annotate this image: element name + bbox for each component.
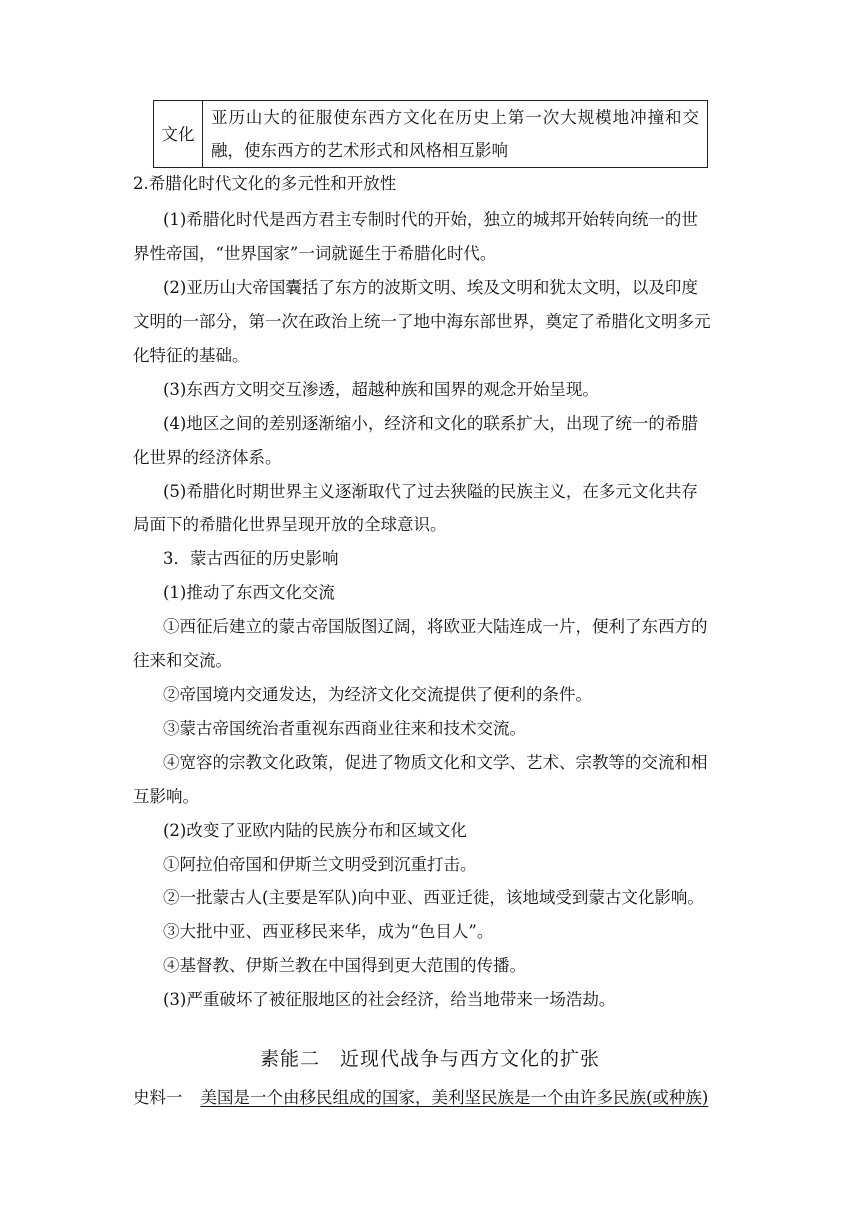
paragraph-line: ②帝国境内交通发达，为经济文化交流提供了便利的条件。 — [163, 685, 592, 704]
table-row — [154, 101, 708, 168]
source-label: 史料一 — [133, 1088, 183, 1107]
paragraph-line: 文明的一部分，第一次在政治上统一了地中海东部世界，奠定了希腊化文明多元 — [133, 312, 711, 331]
paragraph-line: 界性帝国，“世界国家”一词就诞生于希腊化时代。 — [133, 244, 497, 263]
paragraph-line: (2)改变了亚欧内陆的民族分布和区域文化 — [163, 821, 467, 840]
paragraph-line: (4)地区之间的差别逐渐缩小，经济和文化的联系扩大，出现了统一的希腊 — [163, 414, 698, 433]
table-label-cell: 文化 — [154, 101, 203, 168]
paragraph-line: (1)希腊化时代是西方君主专制时代的开始，独立的城邦开始转向统一的世 — [163, 210, 698, 229]
paragraph-line: ④基督教、伊斯兰教在中国得到更大范围的传播。 — [163, 956, 526, 975]
source-text: 美国是一个由移民组成的国家，美利坚民族是一个由许多民族(或种族) — [200, 1088, 709, 1107]
paragraph-line: ③大批中亚、西亚移民来华，成为“色目人”。 — [163, 922, 494, 941]
paragraph-line: ①西征后建立的蒙古帝国版图辽阔，将欧亚大陆连成一片，便利了东西方的 — [163, 617, 708, 636]
paragraph-line: (3)东西方文明交互渗透，超越种族和国界的观念开始呈现。 — [163, 380, 599, 399]
paragraph-line: 局面下的希腊化世界呈现开放的全球意识。 — [133, 515, 447, 534]
section-subheading: 2.希腊化时代文化的多元性和开放性 — [133, 174, 397, 193]
paragraph-line: 往来和交流。 — [133, 651, 232, 670]
section-subheading: 3．蒙古西征的历史影响 — [163, 549, 339, 568]
section-heading: 素能二 近现代战争与西方文化的扩张 — [259, 1048, 600, 1070]
paragraph-line: 化特征的基础。 — [133, 346, 249, 365]
paragraph-line: ①阿拉伯帝国和伊斯兰文明受到沉重打击。 — [163, 855, 477, 874]
culture-table — [153, 100, 708, 168]
paragraph-line: (2)亚历山大帝国囊括了东方的波斯文明、埃及文明和犹太文明，以及印度 — [163, 278, 698, 297]
paragraph-line: ④宽容的宗教文化政策，促进了物质文化和文学、艺术、宗教等的交流和相 — [163, 753, 708, 772]
paragraph-line: (5)希腊化时期世界主义逐渐取代了过去狭隘的民族主义，在多元文化共存 — [163, 482, 698, 501]
source-excerpt — [133, 1086, 730, 1110]
paragraph-line: ③蒙古帝国统治者重视东西商业往来和技术交流。 — [163, 719, 526, 738]
paragraph-line: 互影响。 — [133, 787, 199, 806]
paragraph-line: 化世界的经济体系。 — [133, 448, 282, 467]
paragraph-line: (1)推动了东西文化交流 — [163, 583, 335, 602]
paragraph-line: ②一批蒙古人(主要是军队)向中亚、西亚迁徙，该地域受到蒙古文化影响。 — [163, 888, 704, 907]
paragraph-line: (3)严重破坏了被征服地区的社会经济，给当地带来一场浩劫。 — [163, 990, 616, 1009]
table-content-cell: 亚历山大的征服使东西方文化在历史上第一次大规模地冲撞和交融，使东西方的艺术形式和风格相互影响 — [203, 101, 708, 168]
